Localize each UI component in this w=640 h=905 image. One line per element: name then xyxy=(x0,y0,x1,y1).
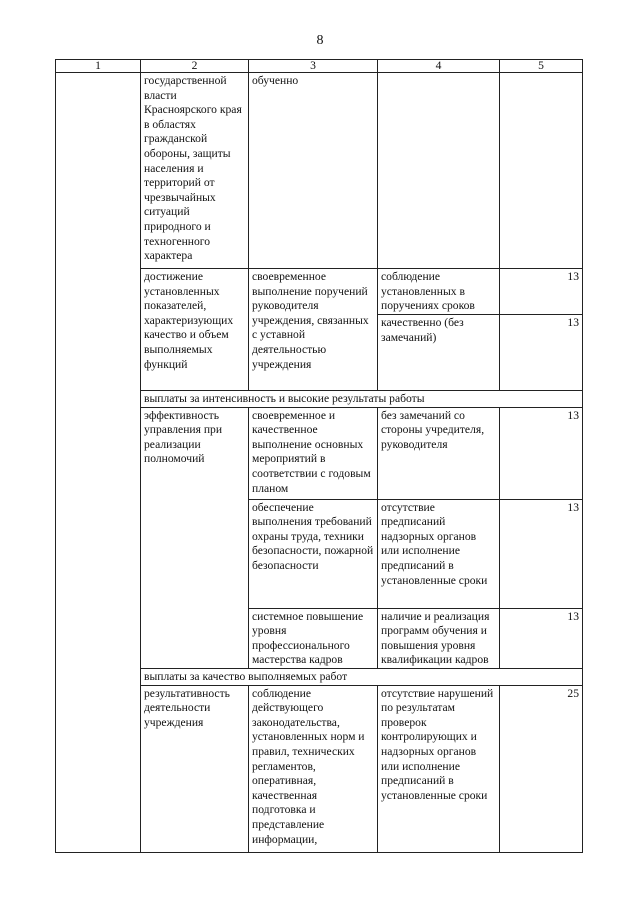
header-col-4: 4 xyxy=(378,60,500,73)
criterion-cell: системное повышение уровня профессионального мастерства кадров xyxy=(249,608,378,668)
indicator-cell: результативность деятельности учреждения xyxy=(141,685,249,852)
points-cell: 13 xyxy=(500,608,583,668)
criterion-cell: обеспечение выполнения требований охраны труда, техники безопасности, пожарной безопасности xyxy=(249,499,378,608)
criterion-cell: обученно xyxy=(249,73,378,269)
criterion-cell: своевременное выполнение поручений руководителя учреждения, связанных с уставной деятельностью учреждения xyxy=(249,269,378,391)
indicator-cell: государственной власти Красноярского края в областях гражданской обороны, защиты населения и территорий от чрезвычайных ситуаций природного и техногенного характера xyxy=(141,73,249,269)
header-col-5: 5 xyxy=(500,60,583,73)
condition-cell xyxy=(378,73,500,269)
points-cell: 13 xyxy=(500,269,583,315)
indicator-cell: достижение установленных показателей, характеризующих качество и объем выполняемых функций xyxy=(141,269,249,391)
points-cell: 25 xyxy=(500,685,583,852)
position-cell xyxy=(56,73,141,853)
indicator-cell: эффективность управления при реализации полномочий xyxy=(141,407,249,668)
table-row xyxy=(56,73,583,269)
criterion-cell: соблюдение действующего законодательства, установленных норм и правил, технических регламентов, оперативная, качественная подготовка и представление информации, xyxy=(249,685,378,852)
criterion-cell: своевременное и качественное выполнение основных мероприятий в соответствии с годовым планом xyxy=(249,407,378,499)
condition-cell: отсутствие нарушений по результатам проверок контролирующих и надзорных органов или исполнение предписаний в установленные сроки xyxy=(378,685,500,852)
criteria-table xyxy=(55,59,583,853)
page-number: 8 xyxy=(316,33,324,48)
condition-cell: отсутствие предписаний надзорных органов или исполнение предписаний в установленные сроки xyxy=(378,499,500,608)
section-title-quality: выплаты за качество выполняемых работ xyxy=(141,668,583,685)
section-title-intensity: выплаты за интенсивность и высокие результаты работы xyxy=(141,391,583,408)
condition-cell: соблюдение установленных в поручениях сроков xyxy=(378,269,500,315)
points-cell: 13 xyxy=(500,499,583,608)
points-cell xyxy=(500,73,583,269)
points-cell: 13 xyxy=(500,315,583,391)
condition-cell: без замечаний со стороны учредителя, руководителя xyxy=(378,407,500,499)
header-col-3: 3 xyxy=(249,60,378,73)
condition-cell: качественно (без замечаний) xyxy=(378,315,500,391)
points-cell: 13 xyxy=(500,407,583,499)
header-col-2: 2 xyxy=(141,60,249,73)
header-col-1: 1 xyxy=(56,60,141,73)
condition-cell: наличие и реализация программ обучения и повышения уровня квалификации кадров xyxy=(378,608,500,668)
table-header-row xyxy=(56,60,583,73)
